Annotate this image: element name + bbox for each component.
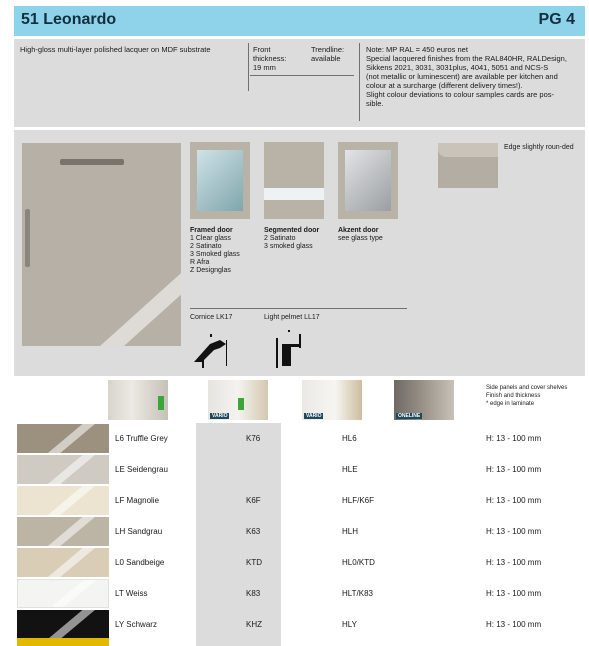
panel-code: HLY bbox=[342, 620, 357, 629]
akzent-door-image bbox=[338, 142, 398, 219]
colour-name: L0 Sandbeige bbox=[115, 558, 165, 567]
table-row bbox=[14, 609, 585, 640]
kitchen-thumbnail bbox=[394, 380, 454, 420]
door-title: Framed door bbox=[190, 227, 233, 234]
colour-name: LT Weiss bbox=[115, 589, 148, 598]
door-option: 1 Clear glass bbox=[190, 235, 231, 242]
panel-code: HLE bbox=[342, 465, 358, 474]
cornice-label: Cornice LK17 bbox=[190, 314, 233, 321]
header-bar bbox=[14, 6, 585, 36]
side-note-line: Finish and thickness bbox=[486, 393, 541, 399]
handle bbox=[60, 159, 124, 165]
side-note-line: * edge in laminate bbox=[486, 401, 535, 407]
note-line: Slight colour deviations to colour samples cards are pos- bbox=[366, 90, 555, 99]
info-panel bbox=[14, 39, 585, 127]
akzent-door-caption bbox=[338, 227, 408, 243]
table-row bbox=[14, 485, 585, 516]
side-panels-note bbox=[486, 384, 581, 408]
divider bbox=[248, 43, 249, 91]
front-code: K76 bbox=[246, 434, 261, 443]
side-note-line: Side panels and cover shelves bbox=[486, 385, 568, 391]
pelmet-profile-icon bbox=[264, 326, 324, 370]
divider bbox=[250, 75, 354, 76]
height-range: H: 13 - 100 mm bbox=[486, 496, 542, 505]
front-gallery bbox=[14, 130, 585, 376]
panel-code: HL0/KTD bbox=[342, 558, 375, 567]
edge-detail-image bbox=[438, 143, 498, 188]
note-line: Sikkens 2021, 3031, 3031plus, 4041, 5051 and NCS-S bbox=[366, 63, 549, 72]
colour-swatch bbox=[17, 486, 109, 515]
note-line: colour at a surcharge (different delivery times!). bbox=[366, 81, 523, 90]
colour-swatch bbox=[17, 610, 109, 639]
segmented-door-image bbox=[264, 142, 324, 219]
divider bbox=[359, 43, 360, 121]
edge-note: Edge slightly roun-ded bbox=[504, 144, 574, 151]
front-thickness bbox=[253, 45, 305, 72]
note-line: Note: MP RAL = 450 euros net bbox=[366, 45, 468, 54]
panel-code: HL6 bbox=[342, 434, 357, 443]
table-row bbox=[14, 423, 585, 454]
door-option: 3 smoked glass bbox=[264, 243, 313, 250]
table-row bbox=[14, 454, 585, 485]
thumb-label: ONELINE bbox=[398, 413, 421, 419]
colour-name: LF Magnolie bbox=[115, 496, 160, 505]
thumb-label: VARIO bbox=[212, 413, 228, 419]
height-range: H: 13 - 100 mm bbox=[486, 589, 542, 598]
panel-code: HLT/K83 bbox=[342, 589, 373, 598]
door-option: see glass type bbox=[338, 235, 383, 242]
kitchen-thumbnail bbox=[108, 380, 168, 420]
next-swatch-partial bbox=[17, 638, 109, 646]
table-row bbox=[14, 547, 585, 578]
height-range: H: 13 - 100 mm bbox=[486, 465, 542, 474]
thumb-label: VARIO bbox=[306, 413, 322, 419]
height-range: H: 13 - 100 mm bbox=[486, 558, 542, 567]
note-line: Special lacquered finishes from the RAL840HR, RALDesign, bbox=[366, 54, 567, 63]
framed-door-image bbox=[190, 142, 250, 219]
front-thickness-label: Front thickness: bbox=[253, 45, 287, 63]
colour-swatch bbox=[17, 579, 109, 608]
door-option: Z Designglas bbox=[190, 267, 231, 274]
kitchen-thumbnail bbox=[302, 380, 362, 420]
front-code: K63 bbox=[246, 527, 261, 536]
cabinet-front-image bbox=[22, 143, 181, 346]
front-code: KHZ bbox=[246, 620, 262, 629]
colour-name: LY Schwarz bbox=[115, 620, 157, 629]
table-row bbox=[14, 516, 585, 547]
colour-swatch bbox=[17, 548, 109, 577]
kitchen-thumbnail bbox=[208, 380, 268, 420]
note-line: sible. bbox=[366, 99, 384, 108]
colour-name: LE Seidengrau bbox=[115, 465, 168, 474]
panel-code: HLF/K6F bbox=[342, 496, 375, 505]
front-thickness-value: 19 mm bbox=[253, 63, 276, 72]
note-block bbox=[366, 45, 578, 108]
divider bbox=[190, 308, 407, 309]
trendline-label: Trendline: bbox=[311, 45, 345, 54]
gloss-reflection bbox=[82, 228, 181, 346]
description: High-gloss multi-layer polished lacquer on MDF substrate bbox=[20, 45, 211, 54]
colour-swatch bbox=[17, 455, 109, 484]
cornice-profile-icon bbox=[190, 326, 250, 370]
door-handle bbox=[25, 209, 30, 267]
height-range: H: 13 - 100 mm bbox=[486, 620, 542, 629]
table-row bbox=[14, 578, 585, 609]
segmented-door-caption bbox=[264, 227, 322, 251]
price-group: PG 4 bbox=[538, 11, 575, 28]
framed-door-caption bbox=[190, 227, 260, 275]
colour-swatch bbox=[17, 517, 109, 546]
height-range: H: 13 - 100 mm bbox=[486, 527, 542, 536]
colour-name: L6 Truffle Grey bbox=[115, 434, 168, 443]
panel-code: HLH bbox=[342, 527, 359, 536]
colour-swatch bbox=[17, 424, 109, 453]
door-title: Segmented door bbox=[264, 227, 320, 234]
product-title: 51 Leonardo bbox=[21, 11, 117, 28]
door-option: 3 Smoked glass bbox=[190, 251, 240, 258]
front-code: KTD bbox=[246, 558, 262, 567]
door-option: R Afra bbox=[190, 259, 210, 266]
door-option: 2 Satinato bbox=[190, 243, 222, 250]
trendline-value: available bbox=[311, 54, 341, 63]
height-range: H: 13 - 100 mm bbox=[486, 434, 542, 443]
trendline bbox=[311, 45, 351, 63]
note-line: (not metallic or luminescent) are available per kitchen and bbox=[366, 72, 558, 81]
front-code: K83 bbox=[246, 589, 261, 598]
door-option: 2 Satinato bbox=[264, 235, 296, 242]
front-code: K6F bbox=[246, 496, 261, 505]
door-title: Akzent door bbox=[338, 227, 379, 234]
colour-name: LH Sandgrau bbox=[115, 527, 163, 536]
pelmet-label: Light pelmet LL17 bbox=[264, 314, 320, 321]
